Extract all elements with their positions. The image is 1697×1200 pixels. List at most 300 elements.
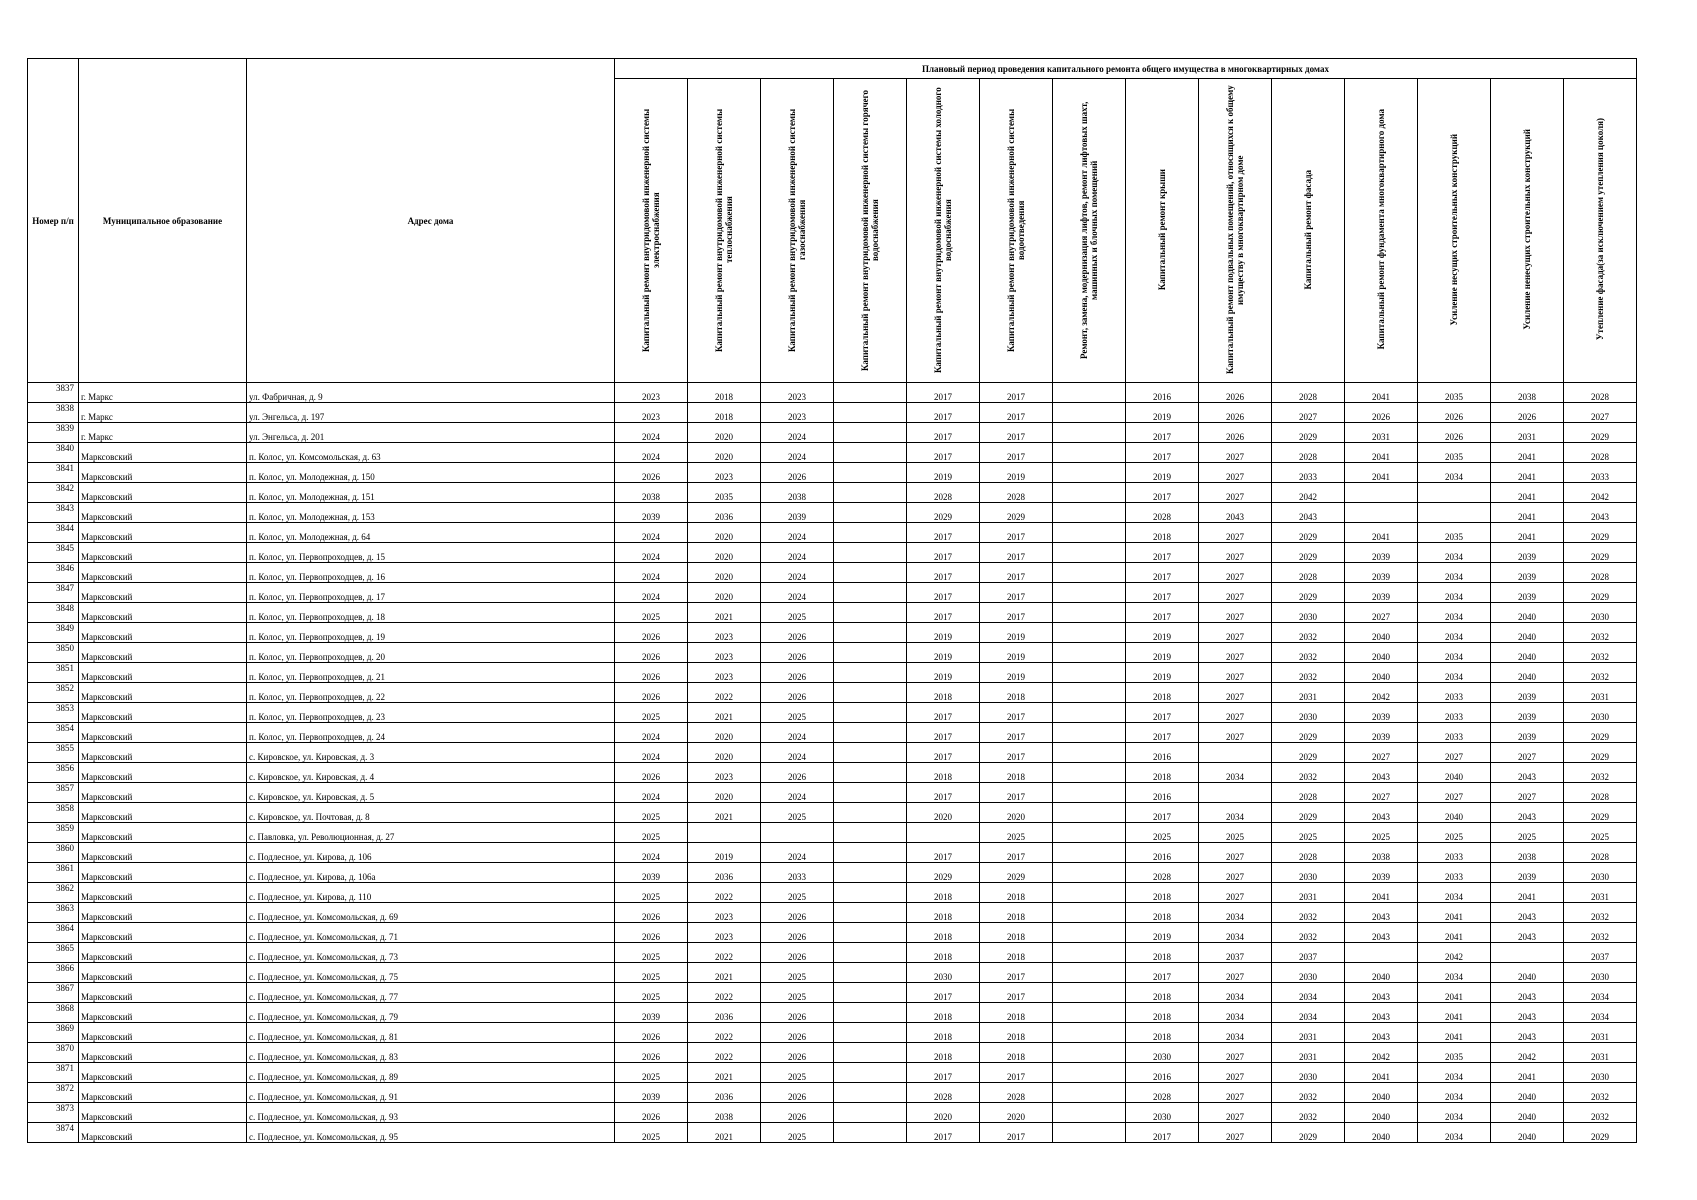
row-year-cell: 2033 — [1418, 863, 1491, 883]
row-year-cell: 2027 — [1564, 403, 1637, 423]
row-year-cell: 2017 — [980, 723, 1053, 743]
row-year-cell: 2026 — [1491, 403, 1564, 423]
row-municipality: Марксовский — [79, 983, 247, 1003]
row-year-cell — [834, 1103, 907, 1123]
row-year-cell: 2035 — [1418, 443, 1491, 463]
row-year-cell: 2018 — [907, 1023, 980, 1043]
table-row — [28, 543, 1637, 563]
row-year-cell: 2030 — [1564, 863, 1637, 883]
column-header — [834, 79, 907, 383]
row-address: с. Подлесное, ул. Комсомольская, д. 73 — [247, 943, 615, 963]
column-header-label: Капитальный ремонт фундамента многоквартирного дома — [1376, 109, 1386, 350]
row-year-cell — [1199, 783, 1272, 803]
row-year-cell: 2024 — [761, 443, 834, 463]
row-number: 3860 — [28, 843, 79, 863]
row-year-cell: 2025 — [615, 943, 688, 963]
row-address: п. Колос, ул. Комсомольская, д. 63 — [247, 443, 615, 463]
row-year-cell: 2029 — [1272, 1123, 1345, 1143]
row-year-cell — [1053, 683, 1126, 703]
row-year-cell: 2029 — [1272, 423, 1345, 443]
row-year-cell: 2020 — [688, 743, 761, 763]
row-year-cell: 2023 — [761, 403, 834, 423]
row-year-cell: 2029 — [907, 503, 980, 523]
row-year-cell: 2017 — [980, 423, 1053, 443]
row-year-cell — [1053, 1043, 1126, 1063]
row-number: 3873 — [28, 1103, 79, 1123]
row-number: 3854 — [28, 723, 79, 743]
row-year-cell: 2021 — [688, 1063, 761, 1083]
row-year-cell: 2018 — [907, 883, 980, 903]
column-header — [1126, 79, 1199, 383]
row-year-cell: 2039 — [761, 503, 834, 523]
table-row — [28, 743, 1637, 763]
row-year-cell: 2019 — [907, 623, 980, 643]
row-year-cell: 2026 — [761, 1103, 834, 1123]
row-year-cell: 2040 — [1345, 663, 1418, 683]
row-year-cell: 2041 — [1491, 1063, 1564, 1083]
row-year-cell — [1053, 923, 1126, 943]
row-year-cell — [834, 723, 907, 743]
row-address: с. Подлесное, ул. Кирова, д. 106 — [247, 843, 615, 863]
row-address: с. Подлесное, ул. Комсомольская, д. 83 — [247, 1043, 615, 1063]
column-header — [1418, 79, 1491, 383]
row-year-cell: 2041 — [1491, 883, 1564, 903]
row-year-cell: 2017 — [1126, 543, 1199, 563]
row-year-cell — [1053, 803, 1126, 823]
row-number: 3845 — [28, 543, 79, 563]
row-year-cell: 2040 — [1491, 623, 1564, 643]
column-header-label: Капитальный ремонт крыши — [1157, 168, 1167, 291]
row-year-cell: 2041 — [1345, 883, 1418, 903]
row-year-cell: 2018 — [907, 1003, 980, 1023]
row-year-cell — [834, 643, 907, 663]
row-year-cell: 2030 — [1126, 1103, 1199, 1123]
row-year-cell: 2034 — [1199, 803, 1272, 823]
row-year-cell: 2016 — [1126, 743, 1199, 763]
row-year-cell: 2021 — [688, 703, 761, 723]
row-address: с. Кировское, ул. Почтовая, д. 8 — [247, 803, 615, 823]
row-municipality: г. Маркс — [79, 423, 247, 443]
column-header-label: Капитальный ремонт внутридомовой инженерной системы водоотведения — [1006, 107, 1026, 352]
row-year-cell: 2017 — [980, 983, 1053, 1003]
row-address: с. Подлесное, ул. Комсомольская, д. 71 — [247, 923, 615, 943]
row-year-cell: 2033 — [1272, 463, 1345, 483]
row-year-cell: 2026 — [761, 1003, 834, 1023]
table-row — [28, 943, 1637, 963]
row-year-cell — [834, 823, 907, 843]
row-year-cell: 2034 — [1418, 1103, 1491, 1123]
row-year-cell: 2034 — [1418, 543, 1491, 563]
row-year-cell — [1053, 943, 1126, 963]
row-year-cell: 2028 — [980, 483, 1053, 503]
row-municipality: Марксовский — [79, 1083, 247, 1103]
table-row — [28, 723, 1637, 743]
row-municipality: г. Маркс — [79, 403, 247, 423]
row-year-cell: 2034 — [1272, 1003, 1345, 1023]
row-year-cell: 2026 — [761, 463, 834, 483]
row-year-cell — [1491, 943, 1564, 963]
row-year-cell — [1053, 563, 1126, 583]
row-year-cell: 2039 — [1491, 703, 1564, 723]
row-year-cell: 2017 — [980, 443, 1053, 463]
row-year-cell: 2027 — [1199, 643, 1272, 663]
row-address: п. Колос, ул. Первопроходцев, д. 19 — [247, 623, 615, 643]
row-municipality: Марксовский — [79, 803, 247, 823]
row-year-cell: 2041 — [1345, 1063, 1418, 1083]
row-year-cell — [834, 863, 907, 883]
row-year-cell: 2020 — [980, 803, 1053, 823]
row-year-cell: 2030 — [1272, 1063, 1345, 1083]
row-year-cell: 2043 — [1491, 763, 1564, 783]
row-year-cell: 2017 — [1126, 803, 1199, 823]
row-year-cell — [834, 663, 907, 683]
row-year-cell: 2043 — [1272, 503, 1345, 523]
row-number: 3846 — [28, 563, 79, 583]
row-year-cell: 2032 — [1564, 643, 1637, 663]
row-year-cell: 2033 — [1418, 723, 1491, 743]
row-year-cell: 2041 — [1418, 903, 1491, 923]
row-year-cell: 2027 — [1199, 523, 1272, 543]
row-year-cell — [834, 943, 907, 963]
row-year-cell: 2041 — [1491, 443, 1564, 463]
row-year-cell: 2034 — [1418, 883, 1491, 903]
row-year-cell — [1053, 763, 1126, 783]
row-year-cell: 2027 — [1199, 863, 1272, 883]
row-year-cell: 2017 — [980, 403, 1053, 423]
row-address: п. Колос, ул. Первопроходцев, д. 17 — [247, 583, 615, 603]
row-year-cell: 2018 — [907, 923, 980, 943]
row-address: п. Колос, ул. Молодежная, д. 151 — [247, 483, 615, 503]
row-address: с. Кировское, ул. Кировская, д. 5 — [247, 783, 615, 803]
row-year-cell: 2034 — [1418, 1083, 1491, 1103]
row-year-cell — [1053, 703, 1126, 723]
row-year-cell: 2026 — [615, 1043, 688, 1063]
row-year-cell: 2025 — [761, 703, 834, 723]
row-year-cell: 2027 — [1199, 843, 1272, 863]
row-year-cell: 2035 — [1418, 383, 1491, 403]
row-year-cell: 2021 — [688, 603, 761, 623]
row-year-cell: 2024 — [761, 743, 834, 763]
row-year-cell: 2027 — [1199, 623, 1272, 643]
row-year-cell: 2036 — [688, 1003, 761, 1023]
row-municipality: Марксовский — [79, 523, 247, 543]
row-year-cell: 2025 — [1564, 823, 1637, 843]
header-group: Плановый период проведения капитального ремонта общего имущества в многоквартирных домах — [615, 59, 1637, 79]
row-year-cell: 2025 — [615, 803, 688, 823]
row-year-cell: 2026 — [615, 623, 688, 643]
row-year-cell: 2018 — [980, 923, 1053, 943]
row-address: с. Подлесное, ул. Комсомольская, д. 75 — [247, 963, 615, 983]
table-row — [28, 1003, 1637, 1023]
row-year-cell: 2028 — [1126, 1083, 1199, 1103]
row-year-cell: 2043 — [1491, 1023, 1564, 1043]
row-year-cell: 2018 — [907, 903, 980, 923]
row-year-cell: 2029 — [980, 863, 1053, 883]
row-year-cell — [1053, 523, 1126, 543]
row-year-cell: 2026 — [761, 923, 834, 943]
row-municipality: Марксовский — [79, 923, 247, 943]
table-row — [28, 1083, 1637, 1103]
row-municipality: Марксовский — [79, 883, 247, 903]
row-year-cell — [1053, 603, 1126, 623]
row-year-cell: 2031 — [1564, 1043, 1637, 1063]
row-address: с. Подлесное, ул. Комсомольская, д. 77 — [247, 983, 615, 1003]
row-year-cell — [1053, 863, 1126, 883]
row-year-cell: 2017 — [907, 743, 980, 763]
row-year-cell: 2017 — [907, 1063, 980, 1083]
row-year-cell: 2026 — [761, 1083, 834, 1103]
row-year-cell: 2032 — [1272, 923, 1345, 943]
row-year-cell: 2032 — [1564, 763, 1637, 783]
row-year-cell — [834, 803, 907, 823]
row-year-cell — [1053, 543, 1126, 563]
row-year-cell — [834, 983, 907, 1003]
row-year-cell: 2029 — [1564, 723, 1637, 743]
column-header-label: Капитальный ремонт внутридомовой инженерной системы газоснабжения — [787, 107, 807, 352]
row-year-cell: 2039 — [615, 1003, 688, 1023]
row-year-cell — [834, 443, 907, 463]
row-year-cell: 2029 — [1564, 423, 1637, 443]
row-year-cell — [834, 403, 907, 423]
column-header — [1053, 79, 1126, 383]
row-year-cell: 2037 — [1564, 943, 1637, 963]
row-year-cell — [834, 903, 907, 923]
row-year-cell: 2040 — [1491, 643, 1564, 663]
row-year-cell: 2039 — [615, 503, 688, 523]
row-year-cell: 2039 — [1345, 863, 1418, 883]
table-row — [28, 823, 1637, 843]
row-year-cell — [834, 883, 907, 903]
row-number: 3850 — [28, 643, 79, 663]
row-year-cell: 2032 — [1272, 663, 1345, 683]
table-row — [28, 683, 1637, 703]
row-year-cell: 2027 — [1199, 963, 1272, 983]
row-year-cell: 2036 — [688, 863, 761, 883]
row-year-cell: 2042 — [1345, 683, 1418, 703]
row-year-cell: 2031 — [1272, 683, 1345, 703]
row-year-cell: 2026 — [1418, 403, 1491, 423]
row-year-cell — [1053, 963, 1126, 983]
row-year-cell: 2041 — [1418, 1003, 1491, 1023]
row-year-cell: 2031 — [1272, 1043, 1345, 1063]
row-year-cell: 2017 — [1126, 723, 1199, 743]
row-year-cell: 2027 — [1199, 703, 1272, 723]
row-year-cell: 2029 — [1564, 523, 1637, 543]
row-year-cell: 2043 — [1345, 983, 1418, 1003]
row-year-cell: 2024 — [761, 523, 834, 543]
row-year-cell: 2020 — [688, 543, 761, 563]
row-year-cell: 2025 — [761, 963, 834, 983]
row-year-cell — [907, 823, 980, 843]
table-row — [28, 523, 1637, 543]
row-year-cell: 2017 — [980, 563, 1053, 583]
row-year-cell: 2043 — [1345, 1003, 1418, 1023]
row-year-cell: 2024 — [615, 523, 688, 543]
row-year-cell: 2043 — [1491, 803, 1564, 823]
row-year-cell: 2020 — [688, 783, 761, 803]
row-year-cell: 2032 — [1564, 1103, 1637, 1123]
table-row — [28, 983, 1637, 1003]
row-year-cell — [834, 1023, 907, 1043]
row-year-cell — [1345, 503, 1418, 523]
row-year-cell: 2023 — [615, 403, 688, 423]
row-year-cell — [834, 1043, 907, 1063]
table-row — [28, 903, 1637, 923]
row-year-cell — [834, 483, 907, 503]
row-address: п. Колос, ул. Первопроходцев, д. 20 — [247, 643, 615, 663]
row-year-cell: 2019 — [980, 623, 1053, 643]
row-year-cell: 2039 — [1345, 543, 1418, 563]
row-year-cell: 2019 — [980, 643, 1053, 663]
row-year-cell: 2026 — [615, 1023, 688, 1043]
row-year-cell — [834, 963, 907, 983]
row-year-cell: 2030 — [907, 963, 980, 983]
row-year-cell: 2031 — [1272, 883, 1345, 903]
row-year-cell: 2041 — [1345, 383, 1418, 403]
row-year-cell: 2017 — [980, 583, 1053, 603]
row-year-cell: 2027 — [1418, 783, 1491, 803]
row-year-cell: 2019 — [1126, 623, 1199, 643]
row-year-cell: 2027 — [1199, 603, 1272, 623]
table-row — [28, 703, 1637, 723]
row-year-cell: 2026 — [615, 1103, 688, 1123]
row-year-cell: 2034 — [1199, 903, 1272, 923]
row-year-cell: 2018 — [980, 1003, 1053, 1023]
row-number: 3872 — [28, 1083, 79, 1103]
row-year-cell: 2042 — [1345, 1043, 1418, 1063]
row-year-cell: 2017 — [907, 723, 980, 743]
table-row — [28, 423, 1637, 443]
row-year-cell: 2016 — [1126, 1063, 1199, 1083]
row-year-cell: 2039 — [1345, 703, 1418, 723]
row-year-cell — [1199, 743, 1272, 763]
table-row — [28, 403, 1637, 423]
row-year-cell: 2026 — [761, 683, 834, 703]
row-year-cell: 2028 — [1564, 383, 1637, 403]
row-year-cell: 2040 — [1491, 1083, 1564, 1103]
row-address: с. Павловка, ул. Революционная, д. 27 — [247, 823, 615, 843]
row-year-cell — [834, 923, 907, 943]
row-number: 3837 — [28, 383, 79, 403]
row-number: 3855 — [28, 743, 79, 763]
row-year-cell: 2034 — [1418, 1123, 1491, 1143]
row-year-cell: 2025 — [1199, 823, 1272, 843]
row-year-cell: 2018 — [980, 883, 1053, 903]
row-year-cell — [834, 1123, 907, 1143]
row-year-cell: 2042 — [1272, 483, 1345, 503]
row-year-cell: 2024 — [761, 543, 834, 563]
row-year-cell: 2032 — [1272, 1103, 1345, 1123]
row-year-cell: 2039 — [1491, 683, 1564, 703]
row-year-cell: 2026 — [615, 763, 688, 783]
row-year-cell — [1053, 1063, 1126, 1083]
row-year-cell: 2027 — [1345, 603, 1418, 623]
row-year-cell: 2030 — [1126, 1043, 1199, 1063]
row-year-cell: 2017 — [980, 603, 1053, 623]
row-year-cell: 2034 — [1199, 1003, 1272, 1023]
column-header-label: Капитальный ремонт фасада — [1303, 169, 1313, 290]
row-year-cell: 2041 — [1491, 483, 1564, 503]
header-municipality: Муниципальное образование — [79, 59, 247, 383]
row-year-cell: 2025 — [1345, 823, 1418, 843]
row-municipality: Марксовский — [79, 683, 247, 703]
row-year-cell: 2017 — [1126, 423, 1199, 443]
row-number: 3840 — [28, 443, 79, 463]
row-year-cell: 2043 — [1564, 503, 1637, 523]
row-number: 3861 — [28, 863, 79, 883]
row-number: 3871 — [28, 1063, 79, 1083]
table-row — [28, 923, 1637, 943]
row-year-cell: 2023 — [761, 383, 834, 403]
row-year-cell — [834, 1083, 907, 1103]
table-row — [28, 803, 1637, 823]
column-header-label: Капитальный ремонт внутридомовой инженерной системы холодного водоснабжения — [933, 86, 953, 373]
row-year-cell: 2023 — [688, 643, 761, 663]
row-year-cell: 2028 — [907, 483, 980, 503]
row-year-cell: 2028 — [1272, 443, 1345, 463]
row-year-cell: 2035 — [1418, 523, 1491, 543]
row-address: п. Колос, ул. Первопроходцев, д. 24 — [247, 723, 615, 743]
column-header — [761, 79, 834, 383]
row-year-cell: 2039 — [1491, 583, 1564, 603]
column-header — [907, 79, 980, 383]
row-year-cell: 2043 — [1345, 1023, 1418, 1043]
row-year-cell: 2017 — [980, 383, 1053, 403]
table-row — [28, 383, 1637, 403]
table-row — [28, 843, 1637, 863]
row-year-cell: 2036 — [688, 503, 761, 523]
column-header-label: Ремонт, замена, модернизация лифтов, ремонт лифтовых шахт, машинных и блочных помещений — [1079, 100, 1099, 359]
row-year-cell: 2027 — [1199, 1063, 1272, 1083]
row-year-cell: 2027 — [1345, 743, 1418, 763]
row-year-cell: 2023 — [688, 903, 761, 923]
row-year-cell: 2034 — [1418, 643, 1491, 663]
row-year-cell: 2025 — [980, 823, 1053, 843]
row-year-cell: 2020 — [688, 423, 761, 443]
row-year-cell: 2032 — [1564, 903, 1637, 923]
row-municipality: Марксовский — [79, 503, 247, 523]
row-year-cell: 2027 — [1199, 543, 1272, 563]
row-year-cell — [1053, 723, 1126, 743]
row-year-cell — [834, 1063, 907, 1083]
row-year-cell: 2033 — [1418, 703, 1491, 723]
row-address: п. Колос, ул. Первопроходцев, д. 22 — [247, 683, 615, 703]
column-header — [1564, 79, 1637, 383]
row-year-cell: 2026 — [1199, 423, 1272, 443]
table-row — [28, 443, 1637, 463]
row-number: 3859 — [28, 823, 79, 843]
row-number: 3870 — [28, 1043, 79, 1063]
row-year-cell — [834, 383, 907, 403]
row-year-cell: 2022 — [688, 943, 761, 963]
row-municipality: Марксовский — [79, 963, 247, 983]
row-year-cell: 2017 — [980, 743, 1053, 763]
row-year-cell: 2017 — [907, 583, 980, 603]
row-year-cell: 2031 — [1564, 683, 1637, 703]
row-year-cell: 2017 — [907, 523, 980, 543]
row-year-cell: 2018 — [907, 943, 980, 963]
row-year-cell: 2028 — [1564, 563, 1637, 583]
row-year-cell: 2025 — [761, 803, 834, 823]
row-year-cell: 2034 — [1418, 463, 1491, 483]
row-year-cell: 2016 — [1126, 383, 1199, 403]
row-number: 3865 — [28, 943, 79, 963]
row-year-cell: 2026 — [761, 943, 834, 963]
row-year-cell: 2029 — [1564, 543, 1637, 563]
row-year-cell: 2030 — [1272, 863, 1345, 883]
table-row — [28, 583, 1637, 603]
row-municipality: Марксовский — [79, 483, 247, 503]
